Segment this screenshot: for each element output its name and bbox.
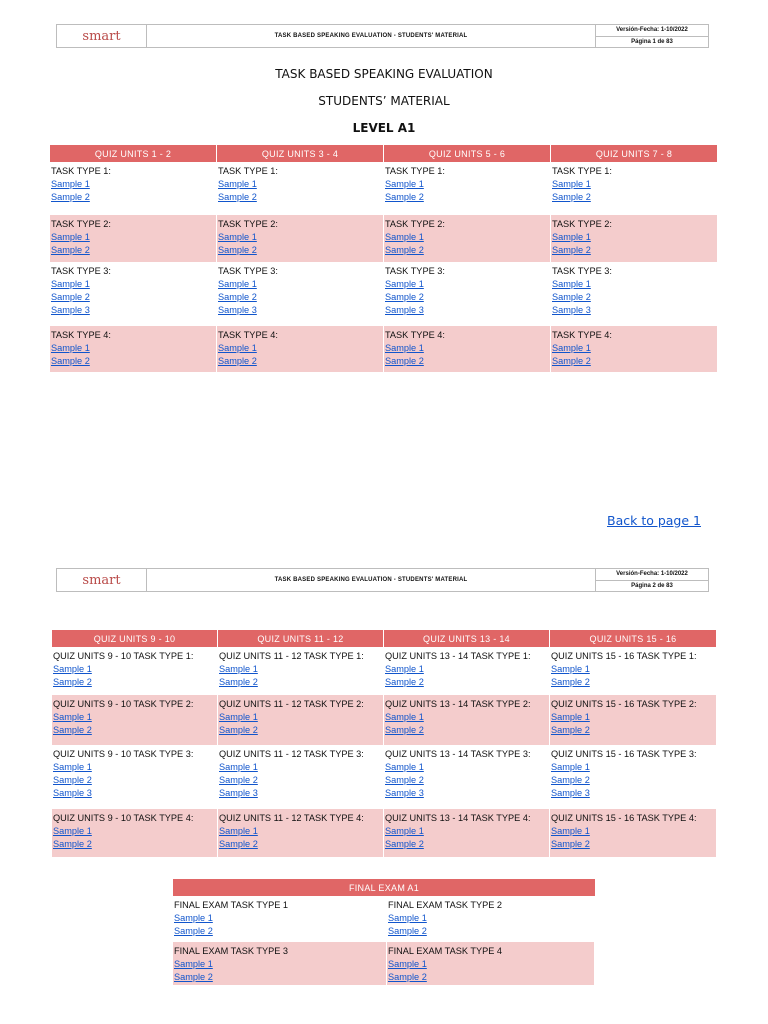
logo-text: smart	[82, 28, 121, 44]
column-header: QUIZ UNITS 11 - 12	[218, 630, 383, 647]
table-cell	[52, 745, 217, 809]
task-type-label: QUIZ UNITS 13 - 14 TASK TYPE 2:	[385, 699, 531, 709]
table-cell	[50, 262, 216, 326]
final-exam-header: FINAL EXAM A1	[173, 879, 595, 896]
task-type-label: QUIZ UNITS 11 - 12 TASK TYPE 2:	[219, 699, 364, 709]
sample-2-link[interactable]: Sample 2	[53, 725, 92, 735]
task-type-label: QUIZ UNITS 13 - 14 TASK TYPE 3:	[385, 749, 531, 759]
sample-1-link[interactable]: Sample 1	[219, 712, 258, 722]
table-cell	[384, 262, 550, 326]
sample-1-link[interactable]: Sample 1	[552, 279, 591, 289]
table-cell	[384, 215, 550, 262]
task-type-label: TASK TYPE 2:	[218, 219, 278, 229]
column-header: QUIZ UNITS 13 - 14	[384, 630, 549, 647]
sample-1-link[interactable]: Sample 1	[51, 279, 90, 289]
sample-1-link[interactable]: Sample 1	[51, 343, 90, 353]
sample-1-link[interactable]: Sample 1	[219, 826, 258, 836]
sample-2-link[interactable]: Sample 2	[552, 292, 591, 302]
sample-3-link[interactable]: Sample 3	[551, 788, 590, 798]
task-type-label: QUIZ UNITS 11 - 12 TASK TYPE 4:	[219, 813, 364, 823]
table-cell	[551, 162, 717, 215]
table-cell	[384, 745, 549, 809]
table-cell	[550, 695, 716, 745]
sample-1-link[interactable]: Sample 1	[388, 913, 427, 923]
task-type-label: TASK TYPE 4:	[385, 330, 445, 340]
sample-1-link[interactable]: Sample 1	[385, 712, 424, 722]
task-type-label: TASK TYPE 1:	[385, 166, 445, 176]
sample-2-link[interactable]: Sample 2	[385, 677, 424, 687]
task-type-label: TASK TYPE 1:	[552, 166, 612, 176]
task-type-label: QUIZ UNITS 11 - 12 TASK TYPE 1:	[219, 651, 364, 661]
task-type-label: TASK TYPE 3:	[385, 266, 445, 276]
sample-2-link[interactable]: Sample 2	[51, 292, 90, 302]
table-cell	[50, 326, 216, 372]
table-cell	[218, 695, 383, 745]
task-type-label: QUIZ UNITS 13 - 14 TASK TYPE 1:	[385, 651, 531, 661]
column-header: QUIZ UNITS 1 - 2	[50, 145, 216, 162]
final-exam-table	[173, 879, 595, 985]
table-cell	[52, 695, 217, 745]
task-type-label: TASK TYPE 3:	[218, 266, 278, 276]
sample-2-link[interactable]: Sample 2	[551, 725, 590, 735]
sample-2-link[interactable]: Sample 2	[53, 677, 92, 687]
sample-2-link[interactable]: Sample 2	[53, 839, 92, 849]
table-cell	[173, 942, 386, 985]
sample-1-link[interactable]: Sample 1	[53, 664, 92, 674]
sample-2-link[interactable]: Sample 2	[385, 775, 424, 785]
sample-2-link[interactable]: Sample 2	[218, 192, 257, 202]
table-cell	[218, 647, 383, 695]
sample-2-link[interactable]: Sample 2	[388, 972, 427, 982]
task-type-label: TASK TYPE 3:	[51, 266, 111, 276]
sample-2-link[interactable]: Sample 2	[552, 245, 591, 255]
column-header: QUIZ UNITS 5 - 6	[384, 145, 550, 162]
table-cell	[550, 809, 716, 857]
page-number: Página 1 de 83	[631, 38, 673, 45]
header-title: TASK BASED SPEAKING EVALUATION - STUDENTS' MATERIAL	[147, 25, 596, 47]
task-type-label: QUIZ UNITS 9 - 10 TASK TYPE 2:	[53, 699, 194, 709]
version-text: Versión-Fecha: 1-10/2022	[596, 569, 708, 581]
task-type-label: TASK TYPE 1:	[218, 166, 278, 176]
quiz-table-2	[52, 630, 717, 857]
table-cell	[217, 326, 383, 372]
sample-1-link[interactable]: Sample 1	[385, 664, 424, 674]
doc-title: TASK BASED SPEAKING EVALUATION	[275, 67, 493, 81]
sample-1-link[interactable]: Sample 1	[219, 664, 258, 674]
table-cell	[551, 215, 717, 262]
table-cell	[384, 162, 550, 215]
task-type-label: TASK TYPE 2:	[385, 219, 445, 229]
quiz-table-1	[50, 145, 718, 372]
sample-3-link[interactable]: Sample 3	[385, 788, 424, 798]
sample-1-link[interactable]: Sample 1	[53, 826, 92, 836]
back-to-page-1-link[interactable]: Back to page 1	[607, 513, 701, 528]
task-type-label: TASK TYPE 2:	[552, 219, 612, 229]
sample-2-link[interactable]: Sample 2	[551, 775, 590, 785]
sample-1-link[interactable]: Sample 1	[385, 826, 424, 836]
task-type-label: TASK TYPE 4:	[51, 330, 111, 340]
logo	[57, 569, 147, 591]
task-type-label: FINAL EXAM TASK TYPE 3	[174, 946, 289, 956]
level-title: LEVEL A1	[352, 121, 416, 135]
header-meta	[596, 569, 708, 591]
table-cell	[387, 942, 594, 985]
task-type-label: FINAL EXAM TASK TYPE 4	[388, 946, 503, 956]
table-cell	[550, 647, 716, 695]
sample-2-link[interactable]: Sample 2	[385, 839, 424, 849]
task-type-label: TASK TYPE 2:	[51, 219, 111, 229]
sample-2-link[interactable]: Sample 2	[219, 677, 258, 687]
sample-2-link[interactable]: Sample 2	[53, 775, 92, 785]
task-type-label: TASK TYPE 4:	[218, 330, 278, 340]
task-type-label: QUIZ UNITS 15 - 16 TASK TYPE 1:	[551, 651, 697, 661]
task-type-label: QUIZ UNITS 15 - 16 TASK TYPE 4:	[551, 813, 697, 823]
header-meta	[596, 25, 708, 47]
sample-2-link[interactable]: Sample 2	[388, 926, 427, 936]
task-type-label: TASK TYPE 3:	[552, 266, 612, 276]
sample-2-link[interactable]: Sample 2	[218, 356, 257, 366]
sample-2-link[interactable]: Sample 2	[385, 725, 424, 735]
sample-1-link[interactable]: Sample 1	[53, 762, 92, 772]
sample-1-link[interactable]: Sample 1	[174, 913, 213, 923]
sample-2-link[interactable]: Sample 2	[174, 972, 213, 982]
sample-1-link[interactable]: Sample 1	[51, 179, 90, 189]
table-cell	[217, 262, 383, 326]
sample-1-link[interactable]: Sample 1	[388, 959, 427, 969]
table-cell	[217, 162, 383, 215]
task-type-label: QUIZ UNITS 9 - 10 TASK TYPE 1:	[53, 651, 194, 661]
sample-2-link[interactable]: Sample 2	[51, 356, 90, 366]
sample-1-link[interactable]: Sample 1	[51, 232, 90, 242]
sample-2-link[interactable]: Sample 2	[385, 292, 424, 302]
sample-2-link[interactable]: Sample 2	[218, 292, 257, 302]
table-cell	[52, 647, 217, 695]
task-type-label: TASK TYPE 1:	[51, 166, 111, 176]
sample-1-link[interactable]: Sample 1	[218, 279, 257, 289]
task-type-label: QUIZ UNITS 15 - 16 TASK TYPE 2:	[551, 699, 697, 709]
sample-2-link[interactable]: Sample 2	[219, 725, 258, 735]
task-type-label: TASK TYPE 4:	[552, 330, 612, 340]
task-type-label: FINAL EXAM TASK TYPE 1	[174, 900, 289, 910]
sample-3-link[interactable]: Sample 3	[218, 305, 257, 315]
table-cell	[52, 809, 217, 857]
sample-1-link[interactable]: Sample 1	[53, 712, 92, 722]
sample-3-link[interactable]: Sample 3	[552, 305, 591, 315]
sample-2-link[interactable]: Sample 2	[552, 192, 591, 202]
table-cell	[387, 896, 594, 942]
sample-1-link[interactable]: Sample 1	[551, 762, 590, 772]
sample-1-link[interactable]: Sample 1	[385, 762, 424, 772]
sample-1-link[interactable]: Sample 1	[174, 959, 213, 969]
column-header: QUIZ UNITS 7 - 8	[551, 145, 717, 162]
sample-2-link[interactable]: Sample 2	[551, 677, 590, 687]
sample-1-link[interactable]: Sample 1	[551, 712, 590, 722]
table-cell	[218, 809, 383, 857]
table-cell	[384, 326, 550, 372]
sample-2-link[interactable]: Sample 2	[174, 926, 213, 936]
column-header: QUIZ UNITS 3 - 4	[217, 145, 383, 162]
sample-3-link[interactable]: Sample 3	[53, 788, 92, 798]
sample-1-link[interactable]: Sample 1	[219, 762, 258, 772]
sample-2-link[interactable]: Sample 2	[219, 839, 258, 849]
sample-2-link[interactable]: Sample 2	[51, 192, 90, 202]
sample-2-link[interactable]: Sample 2	[552, 356, 591, 366]
task-type-label: QUIZ UNITS 15 - 16 TASK TYPE 3:	[551, 749, 697, 759]
sample-3-link[interactable]: Sample 3	[385, 305, 424, 315]
table-cell	[384, 695, 549, 745]
table-cell	[173, 896, 386, 942]
task-type-label: FINAL EXAM TASK TYPE 2	[388, 900, 503, 910]
table-cell	[50, 215, 216, 262]
task-type-label: QUIZ UNITS 13 - 14 TASK TYPE 4:	[385, 813, 531, 823]
table-cell	[551, 326, 717, 372]
logo-text: smart	[82, 572, 121, 588]
sample-1-link[interactable]: Sample 1	[385, 232, 424, 242]
version-text: Versión-Fecha: 1-10/2022	[596, 25, 708, 37]
header-title: TASK BASED SPEAKING EVALUATION - STUDENTS' MATERIAL	[147, 569, 596, 591]
task-type-label: QUIZ UNITS 9 - 10 TASK TYPE 4:	[53, 813, 194, 823]
page-number: Página 2 de 83	[631, 582, 673, 589]
sample-1-link[interactable]: Sample 1	[552, 179, 591, 189]
logo	[57, 25, 147, 47]
sample-2-link[interactable]: Sample 2	[551, 839, 590, 849]
sample-2-link[interactable]: Sample 2	[218, 245, 257, 255]
sample-1-link[interactable]: Sample 1	[385, 343, 424, 353]
table-cell	[384, 809, 549, 857]
page-header-2	[56, 568, 709, 592]
sample-1-link[interactable]: Sample 1	[385, 179, 424, 189]
column-header: QUIZ UNITS 15 - 16	[550, 630, 716, 647]
table-cell	[384, 647, 549, 695]
sample-1-link[interactable]: Sample 1	[551, 826, 590, 836]
sample-2-link[interactable]: Sample 2	[385, 356, 424, 366]
sample-3-link[interactable]: Sample 3	[51, 305, 90, 315]
table-cell	[551, 262, 717, 326]
sample-1-link[interactable]: Sample 1	[552, 343, 591, 353]
sample-2-link[interactable]: Sample 2	[51, 245, 90, 255]
sample-1-link[interactable]: Sample 1	[385, 279, 424, 289]
sample-1-link[interactable]: Sample 1	[551, 664, 590, 674]
sample-1-link[interactable]: Sample 1	[552, 232, 591, 242]
sample-1-link[interactable]: Sample 1	[218, 343, 257, 353]
table-cell	[50, 162, 216, 215]
sample-3-link[interactable]: Sample 3	[219, 788, 258, 798]
table-cell	[217, 215, 383, 262]
table-cell	[550, 745, 716, 809]
column-header: QUIZ UNITS 9 - 10	[52, 630, 217, 647]
sample-1-link[interactable]: Sample 1	[218, 232, 257, 242]
sample-2-link[interactable]: Sample 2	[385, 192, 424, 202]
sample-2-link[interactable]: Sample 2	[385, 245, 424, 255]
sample-1-link[interactable]: Sample 1	[218, 179, 257, 189]
task-type-label: QUIZ UNITS 11 - 12 TASK TYPE 3:	[219, 749, 364, 759]
task-type-label: QUIZ UNITS 9 - 10 TASK TYPE 3:	[53, 749, 194, 759]
sample-2-link[interactable]: Sample 2	[219, 775, 258, 785]
table-cell	[218, 745, 383, 809]
doc-subtitle: STUDENTS’ MATERIAL	[318, 94, 450, 108]
page-header-1	[56, 24, 709, 48]
